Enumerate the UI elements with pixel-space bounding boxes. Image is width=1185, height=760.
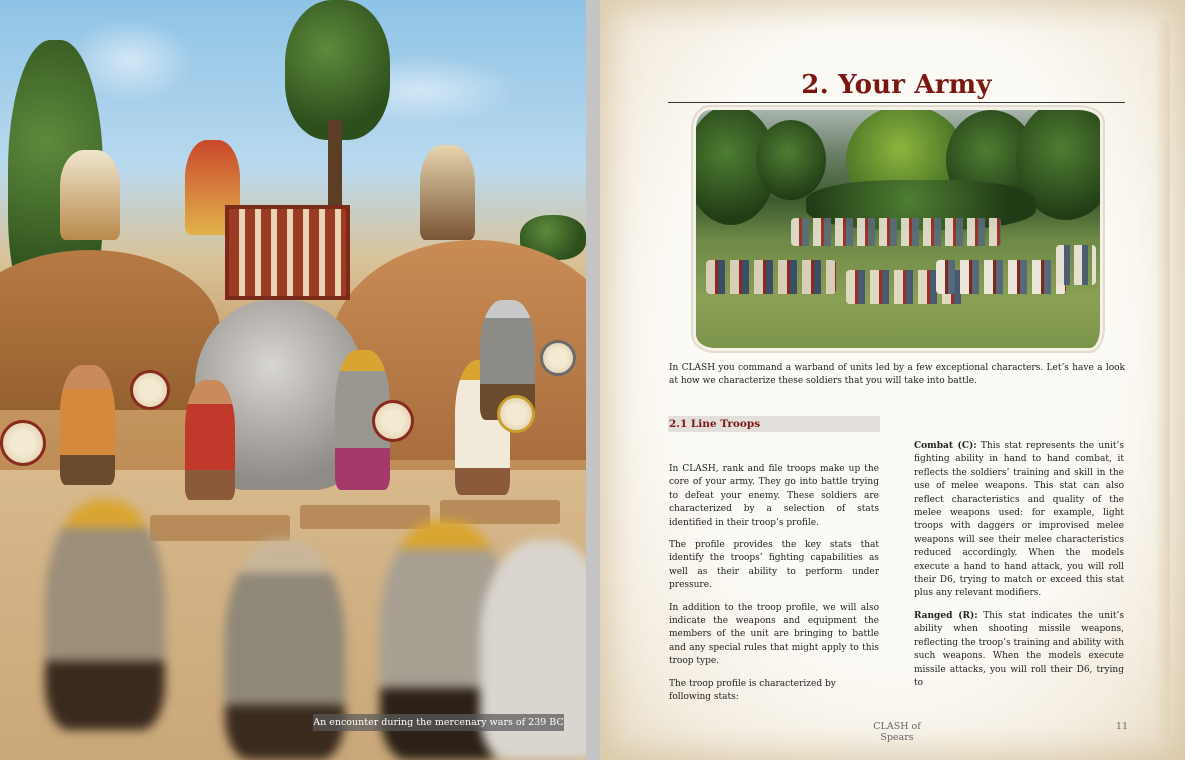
hoplite-figure [60, 150, 120, 240]
paragraph: The profile provides the key stats that identify the troops’ fighting capabilities as well as their ability to perform under pressure. [669, 540, 879, 591]
stat-description: This stat indicates the unit’s ability when shooting missile weapons, reflecting the troop’s training and ability with such weapons. When the models execute missile attacks, you will roll their D6, trying to [914, 610, 1124, 688]
battle-photo-page [0, 0, 586, 760]
ranged-stat-paragraph [914, 610, 1124, 690]
photo-caption: An encounter during the mercenary wars of 239 BC [313, 714, 564, 731]
section-heading: 2.1 Line Troops [668, 416, 880, 432]
stat-description: This stat represents the unit’s fighting ability in hand to hand combat, it reflects the soldiers’ training and skill in the use of melee weapons. This stat can also reflect characteristics and quality of the melee weapons used: for example, light troops with daggers or improvised melee weapons will see their melee characteristics reduced accordingly. When the models execute a hand to hand attack, you will roll their D6, trying to match or exceed this stat plus any relevant modifiers. [914, 441, 1124, 599]
title-divider [668, 102, 1125, 103]
cavalry-figure [420, 145, 475, 240]
howdah-tower [225, 205, 350, 300]
round-shield [540, 340, 576, 376]
stat-name: Combat (C): [914, 441, 977, 451]
page-number: 11 [1115, 721, 1128, 732]
army-photo [696, 110, 1100, 348]
round-shield [0, 420, 46, 466]
paragraph: In addition to the troop profile, we will also indicate the weapons and equipment the members of the unit are bringing to battle and any special rules that might apply to this troop type. [669, 602, 879, 667]
paragraph: The troop profile is characterized by following stats: [669, 678, 836, 703]
round-shield [372, 400, 414, 442]
forest-bush [756, 120, 826, 200]
army-rules-page [600, 0, 1185, 760]
miniature-rank-left [706, 260, 836, 294]
line-troops-column [669, 463, 879, 714]
miniature-rank-right [936, 260, 1066, 294]
red-tunic-soldier [185, 380, 235, 500]
battle-photo [0, 0, 586, 760]
page-gutter [586, 0, 600, 760]
foreground-soldier [45, 500, 165, 730]
miniature-rank-far [1056, 245, 1096, 285]
combat-stat-paragraph [914, 440, 1124, 601]
footer-book-title: CLASH of Spears [873, 721, 921, 743]
chapter-title: 2. Your Army [801, 70, 992, 100]
figure-base [150, 515, 290, 541]
stat-name: Ranged (R): [914, 610, 978, 621]
paragraph: In CLASH, rank and file troops make up the core of your army. They go into battle trying to defeat your enemy. These soldiers are characterized by a selection of stats identified in their troop’s profile. [669, 464, 879, 528]
tree-top [285, 0, 390, 140]
figure-base [300, 505, 430, 529]
left-soldier [60, 365, 115, 485]
intro-paragraph: In CLASH you command a warband of units led by a few exceptional characters. Let’s have a look at how we characterize these soldiers that you will take into battle. [669, 363, 1125, 387]
stats-column [914, 440, 1124, 699]
miniature-rank-back [791, 218, 1001, 246]
round-shield [130, 370, 170, 410]
round-shield [497, 395, 535, 433]
